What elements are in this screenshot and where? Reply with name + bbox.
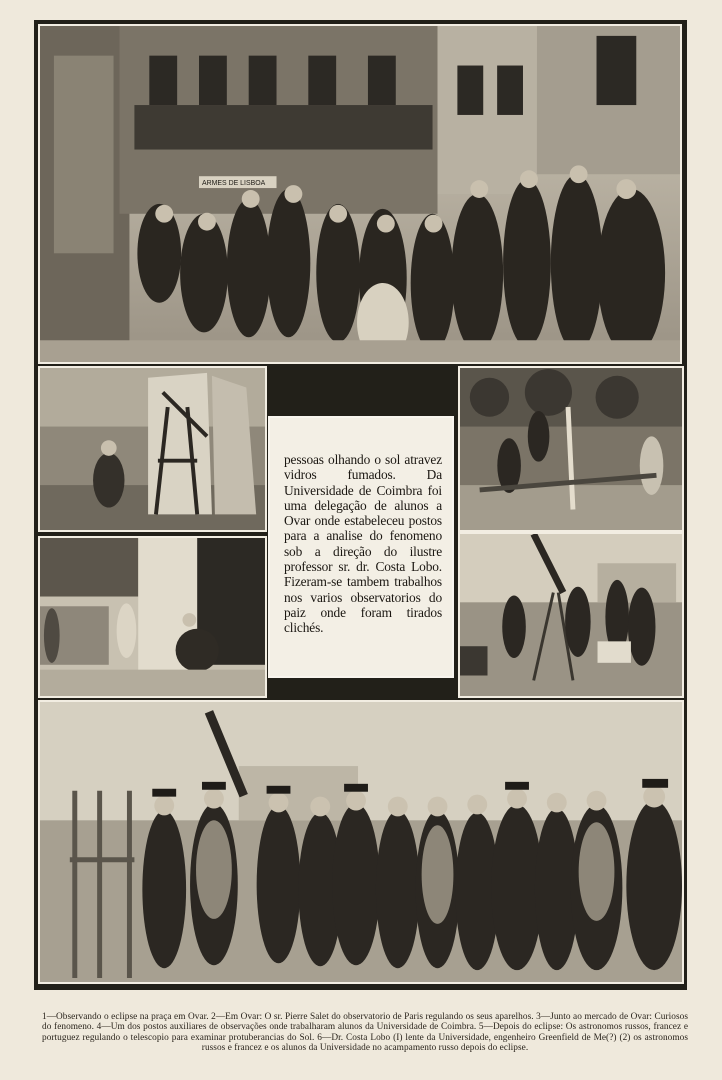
photo-auxiliary-observation-post (458, 366, 684, 532)
photo-russian-camp-group (38, 700, 684, 984)
article-text-box (268, 416, 454, 678)
photo-caption: 1—Observando o eclipse na praça em Ovar. 2—Em Ovar: O sr. Pierre Salet do observatorio de Paris regulando os seus aparelhos. 3—Junto ao mercado de Ovar: Curiosos do fenomeno. 4—Um dos postos auxiliares de observações onde trabalharam alunos da Universidade de Coimbra. 5—Depois do eclipse: Os astronomos russos, francez e portuguez regulando o telescopio para examinar protuberancias do Sol. 6—Dr. Costa Lobo (I) lente da Universidade, engenheiro Greenfield de Me(?) (2) os astronomos russos e francez e os alunos da Universidade no acampamento russo depois do eclipse. (42, 1012, 688, 1054)
article-body-text: pessoas olhando o sol atravez vidros fumados. Da Universidade de Coimbra foi uma delegação de alunos a Ovar onde estabeleceu postos para a analise do fenomeno sob a direção do ilustre professor sr. dr. Costa Lobo. Fizeram-se tambem trabalhos nos varios observatorios do paiz onde foram tirados clichés. (284, 452, 442, 636)
photo-observatory-apparatus (38, 366, 267, 532)
photo-crowd-observing-eclipse (38, 24, 682, 364)
shop-sign-text: ARMES DE LISBOA (201, 180, 266, 188)
photo-astronomers-telescope (458, 532, 684, 698)
photo-market-spectators (38, 536, 267, 698)
